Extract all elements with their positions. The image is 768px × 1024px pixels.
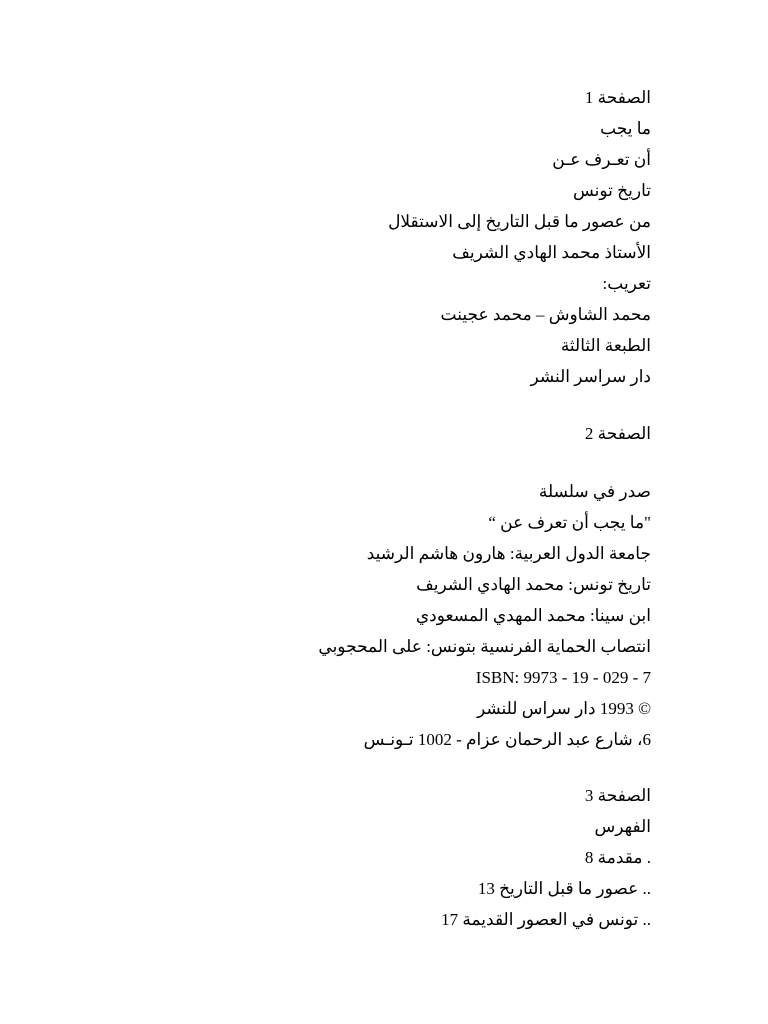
page-1-line: ما يجب [600, 119, 651, 138]
section-page-1 [91, 82, 651, 392]
page-2-line: جامعة الدول العربية: هارون هاشم الرشيد [366, 544, 651, 563]
page-2-line: ابن سينا: محمد المهدي المسعودي [415, 606, 651, 625]
page-1-line: الأستاذ محمد الهادي الشريف [452, 243, 651, 262]
page-2-line: "ما يجب أن تعرف عن “ [488, 513, 651, 532]
index-title: الفهرس [594, 817, 651, 836]
index-entry: .. عصور ما قبل التاريخ 13 [477, 879, 651, 898]
index-entry: .. تونس في العصور القديمة 17 [441, 910, 651, 929]
page-2-line: 6، شارع عبد الرحمان عزام - 1002 تـونـس [363, 730, 651, 749]
page-1-line: الطبعة الثالثة [560, 336, 651, 355]
page-2-header: الصفحة 2 [584, 424, 651, 443]
page-2-line: تاريخ تونس: محمد الهادي الشريف [416, 575, 651, 594]
page-1-line: محمد الشاوش – محمد عجينت [440, 305, 651, 324]
page-1-line: تعريب: [602, 274, 651, 293]
page-2-line: صدر في سلسلة [538, 482, 651, 501]
page-1-header: الصفحة 1 [584, 88, 651, 107]
page-1-line: أن تعـرف عـن [552, 150, 651, 169]
index-entry: . مقدمة 8 [584, 848, 651, 867]
page-1-line: دار سراسر النشر [530, 367, 651, 386]
isbn-line: ISBN: 9973 - 19 - 029 - 7 [475, 668, 651, 687]
section-page-2 [91, 418, 651, 755]
page-3-header: الصفحة 3 [584, 786, 651, 805]
page-1-line: من عصور ما قبل التاريخ إلى الاستقلال [388, 212, 651, 231]
section-page-3 [91, 780, 651, 935]
page-2-line: © 1993 دار سراس للنشر [476, 699, 651, 718]
page-1-line: تاريخ تونس [573, 181, 651, 200]
page-2-line: انتصاب الحماية الفرنسية بتونس: على المحجوبي [318, 637, 651, 656]
